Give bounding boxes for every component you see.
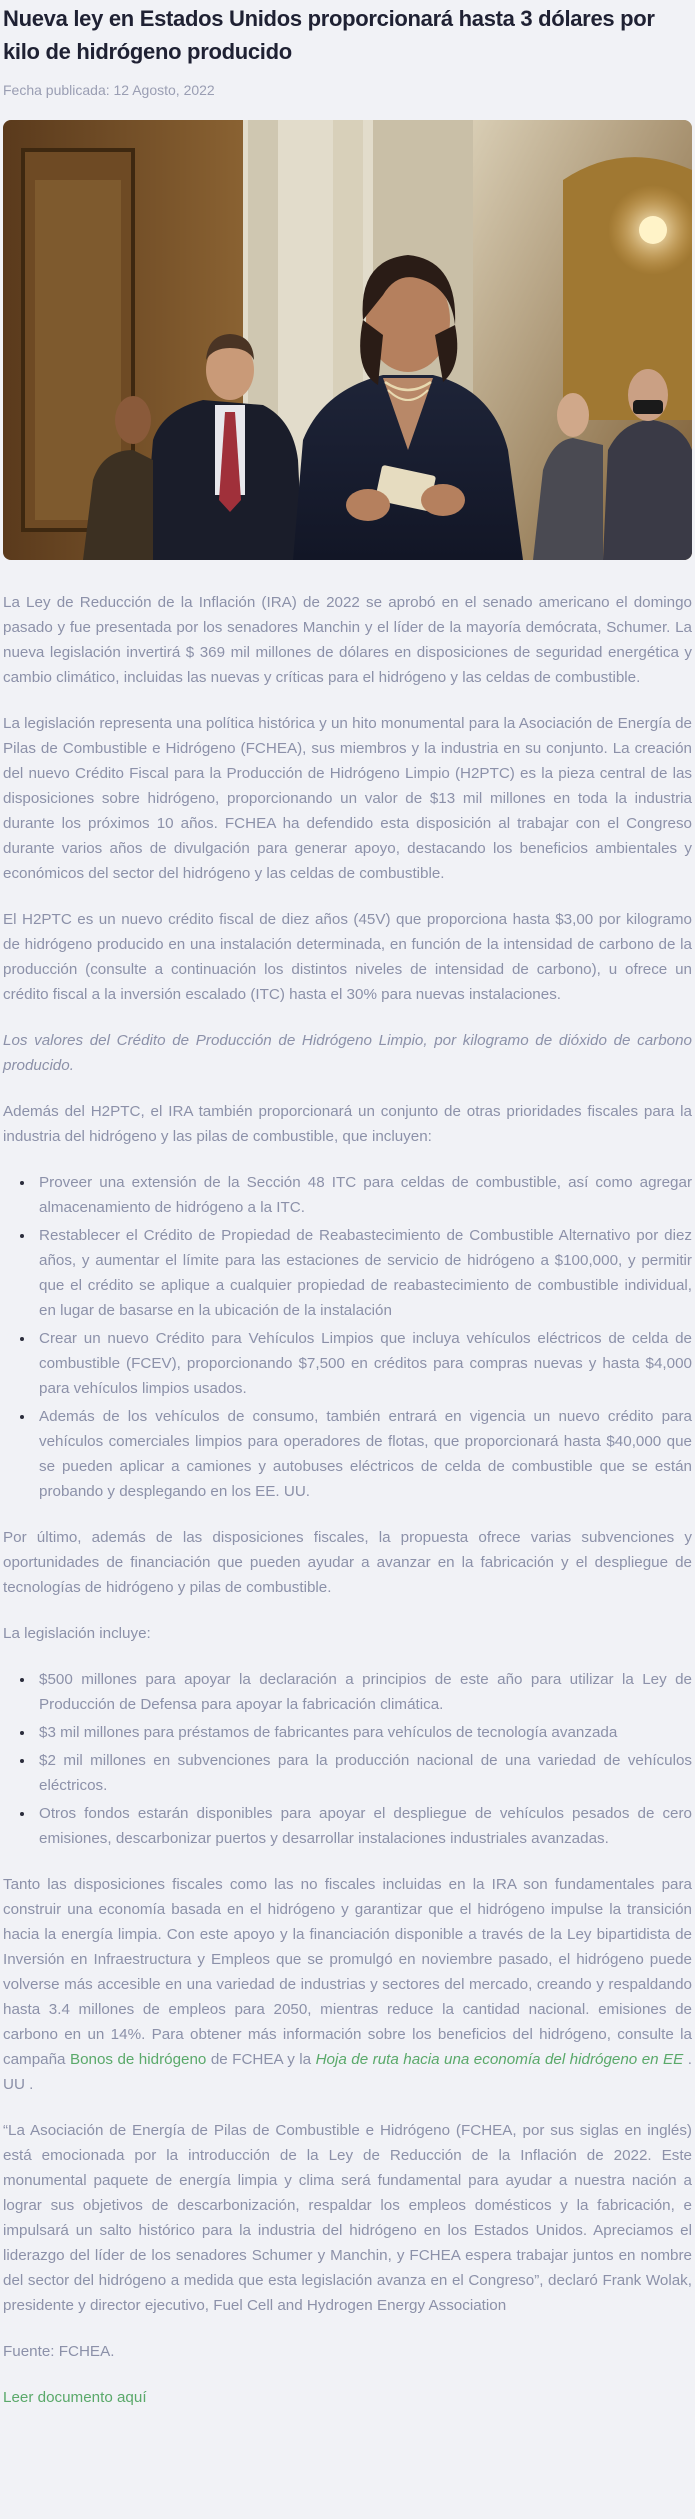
- paragraph-other-priorities: Además del H2PTC, el IRA también proporcionará un conjunto de otras prioridades fiscales para la industria del hidrógeno y las pilas de combustible, que incluyen:: [3, 1103, 692, 1145]
- list-item: • Proveer una extensión de la Sección 48 ITC para celdas de combustible, así como agregar almacenamiento de hidrógeno a la ITC.: [35, 1170, 692, 1220]
- paragraph-economy-mid: de FCHEA y la: [206, 2051, 316, 2068]
- hero-image: [3, 120, 692, 560]
- paragraph-credit-values: Los valores del Crédito de Producción de Hidrógeno Limpio, por kilogramo de dióxido de carbono producido.: [3, 1032, 692, 1074]
- tax-priorities-list: [3, 1170, 692, 1504]
- read-document-link[interactable]: Leer documento aquí: [3, 2389, 147, 2406]
- list-item: • Además de los vehículos de consumo, también entrará en vigencia un nuevo crédito para vehículos comerciales limpios para operadores de flotas, que proporcionará hasta $40,000 que se pueden aplicar a camiones y autobuses eléctricos de celda de combustible que se están probando y desplegando en los EE. UU.: [35, 1404, 692, 1504]
- article-title: Nueva ley en Estados Unidos proporcionará hasta 3 dólares por kilo de hidrógeno producido: [3, 6, 655, 64]
- paragraph-h2ptc: El H2PTC es un nuevo crédito fiscal de diez años (45V) que proporciona hasta $3,00 por kilogramo de hidrógeno producido en una instalación determinada, en función de la intensidad de carbono de la producción (consulte a continuación los distintos niveles de intensidad de carbono), u ofrece un crédito fiscal a la inversión escalado (ITC) hasta el 30% para nuevas instalaciones.: [3, 911, 692, 1003]
- paragraph-includes: La legislación incluye:: [3, 1625, 151, 1642]
- hydrogen-bonds-link[interactable]: Bonos de hidrógeno: [69, 2051, 207, 2068]
- article-body: [3, 590, 692, 2410]
- paragraph-economy-end: . UU .: [3, 2051, 692, 2093]
- legislation-list: [3, 1667, 692, 1851]
- list-item: • Restablecer el Crédito de Propiedad de Reabastecimiento de Combustible Alternativo por diez años, y aumentar el límite para las estaciones de servicio de hidrógeno a $100,000, y permitir que el crédito se aplique a cualquier propiedad de reabastecimiento de combustible individual, en lugar de basarse en la ubicación de la instalación: [35, 1223, 692, 1323]
- paragraph-intro: La Ley de Reducción de la Inflación (IRA) de 2022 se aprobó en el senado americano el domingo pasado y fue presentada por los senadores Manchin y el líder de la mayoría demócrata, Schumer. La nueva legislación invertirá $ 369 mil millones de dólares en disposiciones de seguridad energética y cambio climático, incluidas las nuevas y críticas para el hidrógeno y las celdas de combustible.: [3, 594, 692, 686]
- publish-date: Fecha publicada: 12 Agosto, 2022: [3, 82, 215, 98]
- paragraph-quote: “La Asociación de Energía de Pilas de Combustible e Hidrógeno (FCHEA, por sus siglas en inglés) está emocionada por la introducción de la Ley de Reducción de la Inflación de 2022. Este monumental paquete de energía limpia y clima será fundamental para ayudar a nuestra nación a lograr sus objetivos de descarbonización, respaldar los empleos domésticos y la fabricación, e impulsará un salto histórico para la industria del hidrógeno en los Estados Unidos. Apreciamos el liderazgo del líder de los senadores Schumer y Manchin, y FCHEA espera trabajar juntos en nombre del sector del hidrógeno a medida que esta legislación avanza en el Congreso”, declaró Frank Wolak, presidente y director ejecutivo, Fuel Cell and Hydrogen Energy Association: [3, 2122, 692, 2314]
- paragraph-economy-text: Tanto las disposiciones fiscales como las no fiscales incluidas en la IRA son fundamentales para construir una economía basada en el hidrógeno y garantizar que el hidrógeno impulse la transición hacia la energía limpia. Con este apoyo y la financiación disponible a través de la Ley bipartidista de Inversión en Infraestructura y Empleos que se promulgó en noviembre pasado, el hidrógeno puede volverse más accesible en una variedad de industrias y sectores del mercado, creando y respaldando hasta 3.4 millones de empleos para 2050, mientras reduce la cantidad nacional. emisiones de carbono en un 14%. Para obtener más información sobre los beneficios del hidrógeno, consulte la campaña: [3, 1876, 692, 2068]
- paragraph-economy: [3, 1872, 692, 2097]
- list-item: • Crear un nuevo Crédito para Vehículos Limpios que incluya vehículos eléctricos de celda de combustible (FCEV), proporcionando $7,500 en créditos para compras nuevas y hasta $4,000 para vehículos limpios usados.: [35, 1326, 692, 1401]
- list-item: • $2 mil millones en subvenciones para la producción nacional de una variedad de vehículos eléctricos.: [35, 1748, 692, 1798]
- roadmap-link[interactable]: Hoja de ruta hacia una economía del hidrógeno en EE: [315, 2051, 684, 2068]
- paragraph-source: Fuente: FCHEA.: [3, 2343, 115, 2360]
- list-item: • $3 mil millones para préstamos de fabricantes para vehículos de tecnología avanzada: [35, 1720, 692, 1745]
- paragraph-subsidies: Por último, además de las disposiciones fiscales, la propuesta ofrece varias subvenciones y oportunidades de financiación que pueden ayudar a avanzar en la fabricación y el despliegue de tecnologías de hidrógeno y pilas de combustible.: [3, 1529, 692, 1596]
- list-item: • $500 millones para apoyar la declaración a principios de este año para utilizar la Ley de Producción de Defensa para apoyar la fabricación climática.: [35, 1667, 692, 1717]
- list-item: • Otros fondos estarán disponibles para apoyar el despliegue de vehículos pesados de cero emisiones, descarbonizar puertos y desarrollar instalaciones industriales avanzadas.: [35, 1801, 692, 1851]
- paragraph-legislation: La legislación representa una política histórica y un hito monumental para la Asociación de Energía de Pilas de Combustible e Hidrógeno (FCHEA), sus miembros y la industria en su conjunto. La creación del nuevo Crédito Fiscal para la Producción de Hidrógeno Limpio (H2PTC) es la pieza central de las disposiciones sobre hidrógeno, proporcionando un valor de $13 mil millones en toda la industria durante los próximos 10 años. FCHEA ha defendido esta disposición al trabajar con el Congreso durante varios años de divulgación para generar apoyo, destacando los beneficios ambientales y económicos del sector del hidrógeno y las celdas de combustible.: [3, 715, 692, 882]
